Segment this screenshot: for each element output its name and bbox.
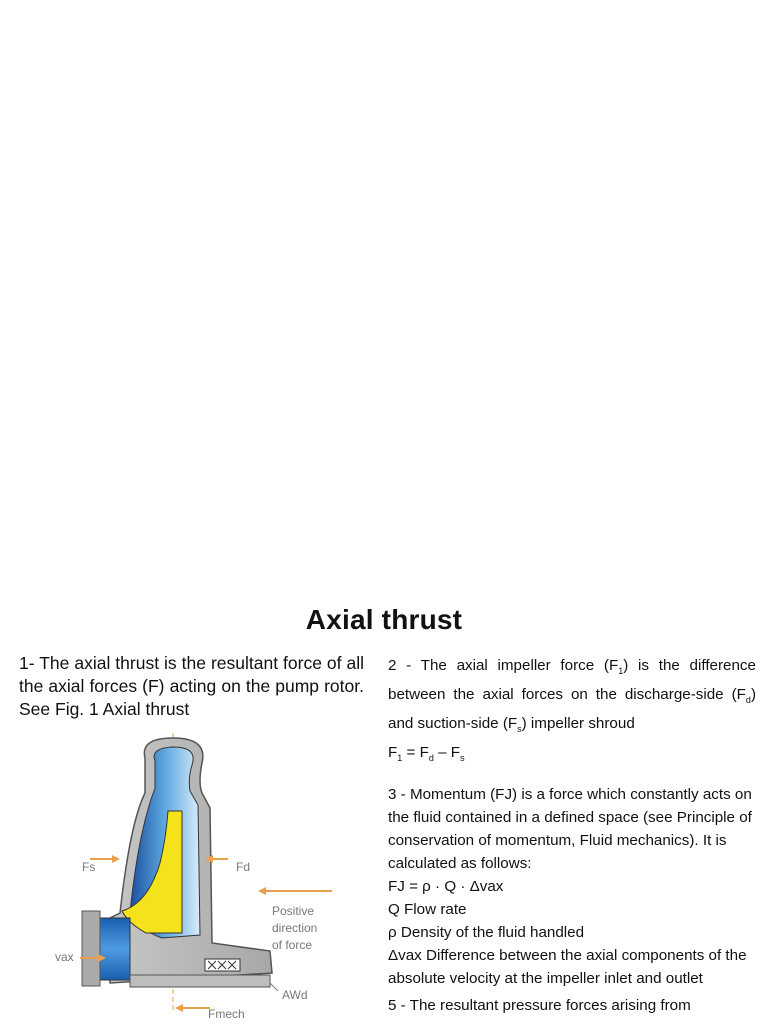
force-equation: $F_1 = F_d - F_s$ [388, 744, 465, 764]
label-fs: Fs [82, 860, 96, 874]
shaft [130, 975, 270, 987]
pump-cross-section [50, 733, 370, 1024]
momentum-formula: FJ = ρ · Q · Δvax [388, 878, 504, 896]
rho-definition: ρ Density of the fluid handled [388, 924, 585, 942]
slide-title: Axial thrust [305, 604, 463, 635]
dvax-definition: Δvax Difference between the axial components of the absolute velocity at the impeller inlet and outlet [388, 947, 747, 988]
right-column [388, 654, 756, 1017]
axial-thrust-diagram [50, 733, 370, 1024]
label-positive-2: direction [272, 921, 318, 935]
label-awd: AWd [282, 988, 308, 1002]
label-positive-1: Positive [272, 904, 315, 918]
label-fmech: Fmech [208, 1007, 245, 1021]
label-fd: Fd [236, 860, 251, 874]
paragraph-1: 1- The axial thrust is the resultant force of all the axial forces (F) acting on the pump rotor. See Fig. 1 Axial thrust [19, 653, 364, 719]
label-positive-3: of force [272, 938, 313, 952]
paragraph-5: 5 - The resultant pressure forces arising from [388, 997, 691, 1015]
q-definition: Q Flow rate [388, 901, 467, 919]
left-column [19, 652, 364, 721]
inlet-flange [82, 911, 100, 986]
paragraph-3: 3 - Momentum (FJ) is a force which constantly acts on the fluid contained in a defined space (see Principle of conservation of momentum, Fluid mechanics). It is calculated as follows: [388, 786, 752, 873]
label-vax: vax [55, 950, 74, 964]
paragraph-2: 2 - The axial impeller force $(F_1)$ is the difference between the axial forces on the discharge-side $(F_d)$ and suction-side $(F_s)$ impeller shroud [388, 657, 756, 735]
